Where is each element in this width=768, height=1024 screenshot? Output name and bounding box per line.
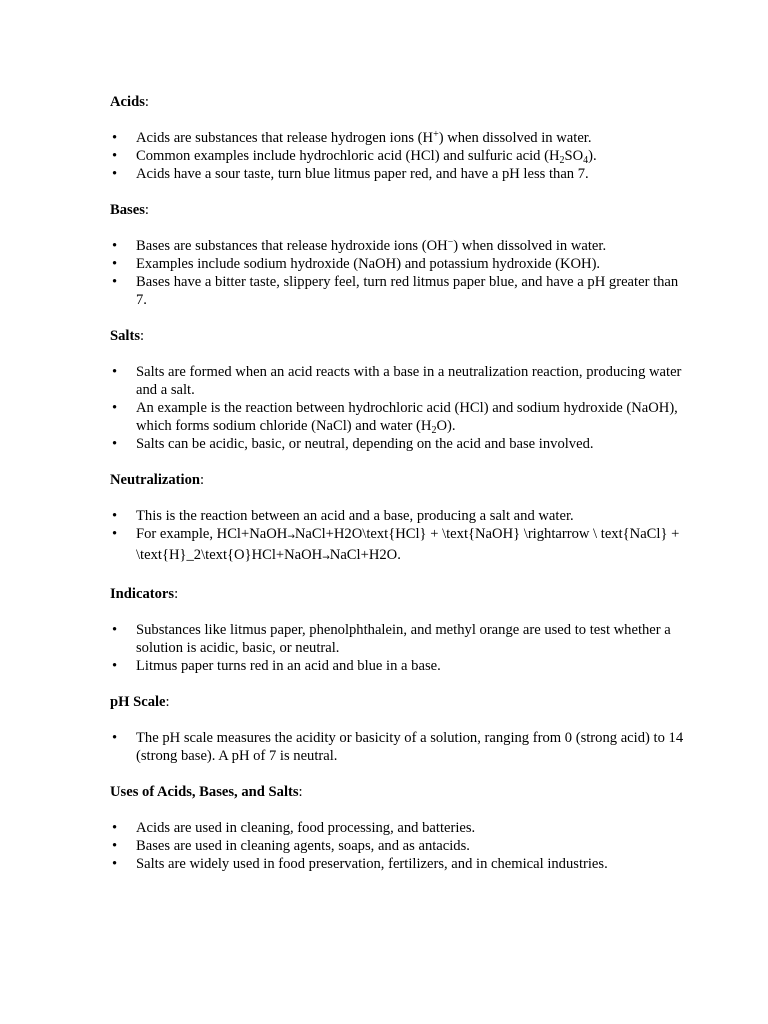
uses-item-2-text: Bases are used in cleaning agents, soaps, and as antacids. xyxy=(136,838,470,854)
bullet-icon: • xyxy=(112,166,118,182)
acids-item-1-text: Acids are substances that release hydrogen ions (H xyxy=(136,130,434,146)
bases-item-3-text: Bases have a bitter taste, slippery feel, turn red litmus paper blue, and have a pH greater than 7. xyxy=(136,274,679,308)
bases-heading-colon: : xyxy=(144,202,149,218)
neutralization-heading xyxy=(110,471,690,489)
subscript-4: 4 xyxy=(583,155,589,166)
bases-heading xyxy=(110,201,690,219)
bullet-icon: • xyxy=(112,364,118,380)
subscript-2: 2 xyxy=(431,425,437,436)
bullet-icon: • xyxy=(112,400,118,416)
salts-heading xyxy=(110,327,690,345)
salts-item-3-text: Salts can be acidic, basic, or neutral, depending on the acid and base involved. xyxy=(136,436,594,452)
right-arrow-icon: → xyxy=(322,553,330,563)
neutralization-list xyxy=(110,507,690,567)
sulfate-text: SO xyxy=(564,148,584,164)
neutralization-heading-text: Neutralization xyxy=(110,472,200,488)
ph-scale-list xyxy=(110,729,690,765)
bullet-icon: • xyxy=(112,526,118,542)
neutralization-heading-colon: : xyxy=(199,472,205,488)
bases-item-1-text: Bases are substances that release hydroxide ions (OH xyxy=(136,238,448,254)
list-item xyxy=(110,837,690,855)
ph-scale-heading-colon: : xyxy=(165,694,170,710)
list-item xyxy=(110,255,690,273)
equation-part-2: NaCl+H2O\text{HCl} + \text{NaOH} \rightarrow \ text{NaCl} + \text{H}_2\text{O}HCl+NaOH xyxy=(136,526,680,563)
bullet-icon: • xyxy=(112,820,118,836)
bullet-icon: • xyxy=(112,856,118,872)
bullet-icon: • xyxy=(112,508,118,524)
indicators-item-1-text: Substances like litmus paper, phenolphthalein, and methyl orange are used to test whether a solution is acidic, basic, or neutral. xyxy=(136,622,671,656)
bullet-icon: • xyxy=(112,256,118,272)
bases-item-1-tail: ) when dissolved in water. xyxy=(453,238,607,254)
uses-list xyxy=(110,819,690,873)
bullet-icon: • xyxy=(112,658,118,674)
neutralization-item-1-text: This is the reaction between an acid and a base, producing a salt and water. xyxy=(136,508,574,524)
list-item xyxy=(110,657,690,675)
right-arrow-icon: → xyxy=(287,532,295,542)
list-item xyxy=(110,525,690,567)
bases-list xyxy=(110,237,690,309)
list-item xyxy=(110,729,690,765)
bullet-icon: • xyxy=(112,130,118,146)
bases-heading-text: Bases xyxy=(110,202,145,218)
acids-heading-text: Acids xyxy=(110,94,145,110)
uses-heading-text: Uses of Acids, Bases, and Salts xyxy=(110,784,299,800)
list-item xyxy=(110,147,690,165)
bullet-icon: • xyxy=(112,436,118,452)
indicators-heading-colon: : xyxy=(174,586,179,602)
acids-item-2-tail: ). xyxy=(588,148,597,164)
indicators-list xyxy=(110,621,690,675)
indicators-heading-text: Indicators xyxy=(110,586,175,602)
acids-list xyxy=(110,129,690,183)
indicators-heading xyxy=(110,585,690,603)
list-item xyxy=(110,819,690,837)
hydrogen-ion-charge: + xyxy=(433,129,439,140)
acids-item-2-text: Common examples include hydrochloric acid (HCl) and sulfuric acid (H xyxy=(136,148,560,164)
bases-item-2-text: Examples include sodium hydroxide (NaOH) and potassium hydroxide (KOH). xyxy=(136,256,601,272)
hydroxide-ion-charge: − xyxy=(447,237,454,248)
equation-part-1: For example, HCl+NaOH xyxy=(136,526,288,542)
list-item xyxy=(110,435,690,453)
indicators-item-2-text: Litmus paper turns red in an acid and blue in a base. xyxy=(136,658,441,674)
subscript-2: 2 xyxy=(559,155,565,166)
document-page xyxy=(110,93,690,891)
salts-list xyxy=(110,363,690,453)
list-item xyxy=(110,855,690,873)
salts-item-1-text: Salts are formed when an acid reacts with a base in a neutralization reaction, producing water and a salt. xyxy=(136,364,682,398)
ph-scale-heading-text: pH Scale xyxy=(110,694,166,710)
list-item xyxy=(110,621,690,657)
salts-item-2-tail: O). xyxy=(436,418,456,434)
bullet-icon: • xyxy=(112,238,118,254)
list-item xyxy=(110,237,690,255)
acids-item-1-tail: ) when dissolved in water. xyxy=(438,130,592,146)
bullet-icon: • xyxy=(112,730,118,746)
list-item xyxy=(110,507,690,525)
ph-scale-heading xyxy=(110,693,690,711)
salts-heading-colon: : xyxy=(140,328,145,344)
acids-heading-colon: : xyxy=(144,94,149,110)
bullet-icon: • xyxy=(112,274,118,290)
list-item xyxy=(110,129,690,147)
ph-scale-item-1-text: The pH scale measures the acidity or basicity of a solution, ranging from 0 (strong acid) to 14 (strong base). A pH of 7 is neutral. xyxy=(136,730,684,764)
list-item xyxy=(110,363,690,399)
uses-item-3-text: Salts are widely used in food preservation, fertilizers, and in chemical industries. xyxy=(136,856,608,872)
bullet-icon: • xyxy=(112,838,118,854)
uses-heading xyxy=(110,783,690,801)
bullet-icon: • xyxy=(112,622,118,638)
list-item xyxy=(110,273,690,309)
list-item xyxy=(110,399,690,435)
acids-item-3-text: Acids have a sour taste, turn blue litmus paper red, and have a pH less than 7. xyxy=(136,166,589,182)
bullet-icon: • xyxy=(112,148,118,164)
equation-part-3: NaCl+H2O. xyxy=(329,547,401,563)
salts-heading-text: Salts xyxy=(110,328,141,344)
salts-item-2-text: An example is the reaction between hydrochloric acid (HCl) and sodium hydroxide (NaOH), which forms sodium chloride (NaCl) and water (H xyxy=(136,400,678,434)
list-item xyxy=(110,165,690,183)
uses-item-1-text: Acids are used in cleaning, food processing, and batteries. xyxy=(136,820,476,836)
uses-heading-colon: : xyxy=(298,784,303,800)
acids-heading xyxy=(110,93,690,111)
